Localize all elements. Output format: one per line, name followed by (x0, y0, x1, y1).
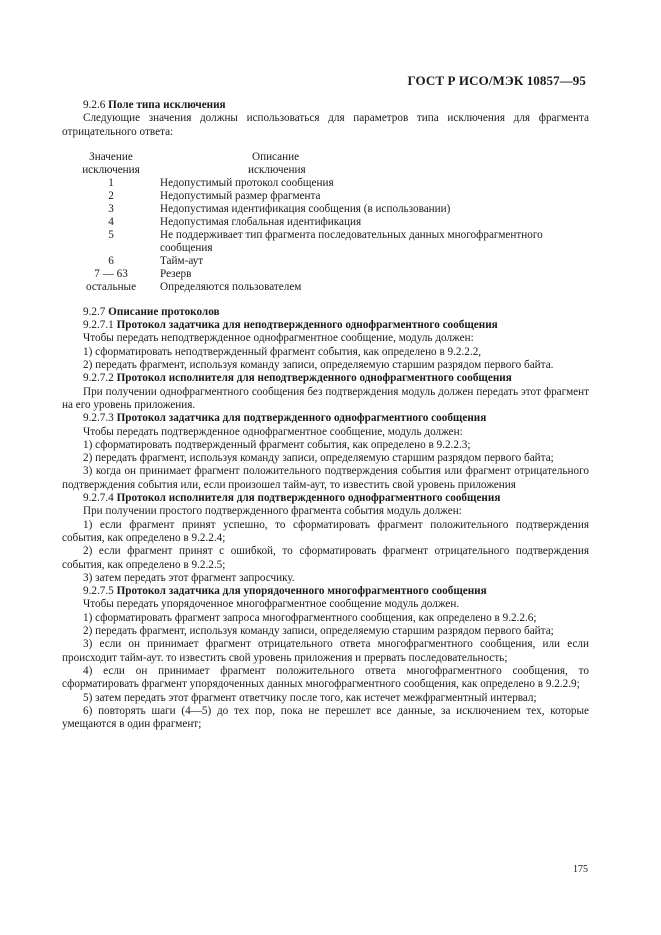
list-item: 1) сформатировать неподтвержденный фрагмент события, как определено в 9.2.2.2, (83, 345, 482, 358)
exception-type-table (62, 151, 589, 294)
list-item: 1) если фрагмент принят успешно, то сформатировать фрагмент положительного подтверждения события, как определено в 9.2.2.4; (62, 518, 589, 544)
table-header-desc: Описание исключения (248, 150, 306, 176)
paragraph: Чтобы передать неподтвержденное однофрагментное сообщение, модуль должен: (83, 332, 474, 345)
table-row: 3 Недопустимая идентификация сообщения (в использовании) (108, 202, 451, 215)
paragraph: Следующие значения должны использоваться для параметров типа исключения для фрагмента отрицательного ответа: (62, 112, 589, 138)
list-item: 3) если он принимает фрагмент отрицательного ответа многофрагментного сообщения, или если происходит тайм-аут. то известить свой уровень приложения и прервать последовательность; (62, 638, 589, 664)
paragraph: При получении простого подтвержденного фрагмента события модуль должен: (83, 505, 462, 518)
section-number: 9.2.6 (83, 99, 106, 111)
table-row: 6 Тайм-аут (108, 254, 204, 267)
list-item: 3) затем передать этот фрагмент запросчику. (83, 571, 295, 584)
table-header-code: Значение исключения (82, 150, 140, 176)
subsection-heading: 9.2.7.3 Протокол задатчика для подтвержденного однофрагментного сообщения (83, 412, 487, 425)
list-item: 1) сформатировать фрагмент запроса многофрагментного сообщения, как определено в 9.2.2.6; (83, 611, 537, 624)
list-item: 5) затем передать этот фрагмент ответчику после того, как истечет межфрагментный интервал; (83, 691, 537, 704)
list-item: 2) передать фрагмент, используя команду записи, определяемую старшим разрядом первого байта; (83, 452, 554, 465)
list-item: 3) когда он принимает фрагмент положительного подтверждения события или фрагмент отрицательного подтверждения события или, если произошел тайм-аут, то известить свой уровень приложения (62, 465, 589, 491)
subsection-heading: 9.2.7.1 Протокол задатчика для неподтвержденного однофрагментного сообщения (83, 319, 498, 332)
table-row: 4 Недопустимая глобальная идентификация (108, 215, 362, 228)
section-heading-9-2-6 (62, 99, 589, 112)
list-item: 2) передать фрагмент, используя команду записи, определяемую старшим разрядом первого байта. (83, 359, 554, 372)
table-row: 1 Недопустимый протокол сообщения (108, 176, 334, 189)
table-row: 5 Не поддерживает тип фрагмента последовательных данных многофрагментного сообщения (108, 228, 543, 254)
list-item: 2) передать фрагмент, используя команду записи, определяемую старшим разрядом первого байта; (83, 625, 554, 638)
table-row: 7 — 63 Резерв (94, 267, 192, 280)
page-number: 175 (573, 864, 588, 875)
subsection-heading: 9.2.7.5 Протокол задатчика для упорядоченного многофрагментного сообщения (83, 585, 487, 598)
table-row: остальные Определяются пользователем (85, 280, 302, 293)
list-item: 6) повторять шаги (4—5) до тех пор, пока не перешлет все данные, за исключением тех, которые умещаются в один фрагмент; (62, 704, 589, 731)
subsection-heading: 9.2.7.2 Протокол исполнителя для неподтвержденного однофрагментного сообщения (83, 372, 512, 385)
paragraph: При получении однофрагментного сообщения без подтверждения модуль должен передать этот фрагмент на его уровень приложения. (62, 385, 589, 411)
page-header: ГОСТ Р ИСО/МЭК 10857—95 (407, 73, 586, 88)
list-item: 2) если фрагмент принят с ошибкой, то сформатировать фрагмент отрицательного подтверждения события, как определено в 9.2.2.5; (62, 545, 589, 571)
section-title: Поле типа исключения (108, 99, 226, 111)
list-item: 1) сформатировать подтвержденный фрагмент события, как определено в 9.2.2.3; (83, 438, 471, 451)
table-header-row (62, 151, 589, 177)
paragraph: Чтобы передать упорядоченное многофрагментное сообщение модуль должен. (83, 598, 460, 611)
paragraph: Чтобы передать подтвержденное однофрагментное сообщение, модуль должен: (83, 425, 463, 438)
subsection-heading: 9.2.7.4 Протокол исполнителя для подтвержденного однофрагментного сообщения (83, 492, 501, 505)
document-body (62, 99, 589, 731)
section-heading-9-2-7: 9.2.7 Описание протоколов (83, 305, 220, 318)
table-row: 2 Недопустимый размер фрагмента (108, 189, 321, 202)
list-item: 4) если он принимает фрагмент положительного ответа многофрагментного сообщения, то сформатировать фрагмент упорядоченных данных многофрагментного сообщения, как определено в 9.2.2.9; (62, 664, 589, 691)
